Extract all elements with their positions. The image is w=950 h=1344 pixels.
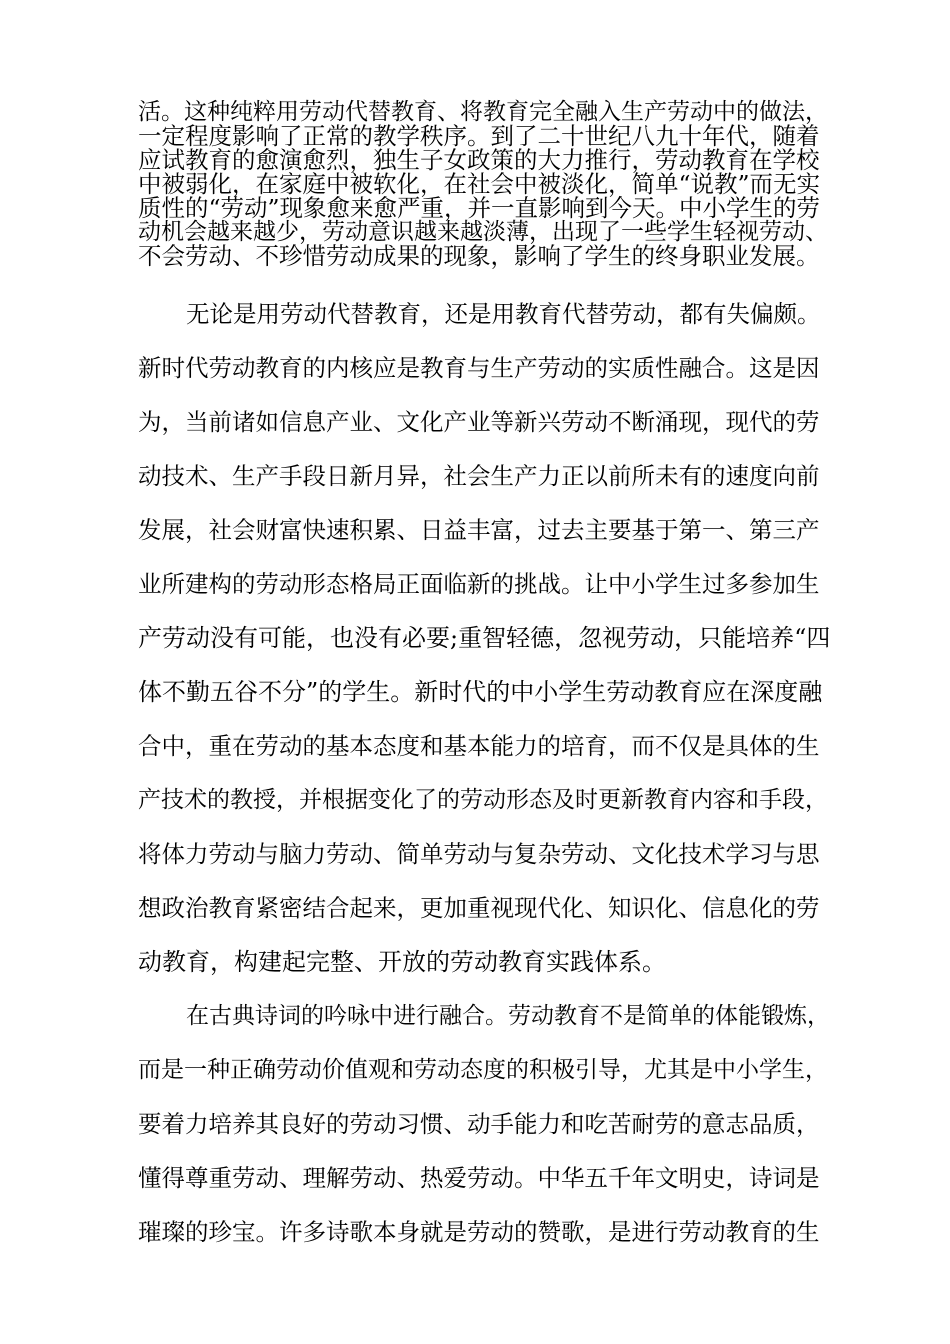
paragraph-1-line-4: 中被弱化，在家庭中被软化，在社会中被淡化，简单“说教”而无实 xyxy=(138,170,821,198)
paragraph-2-line-8: 体不勤五谷不分”的学生。新时代的中小学生劳动教育应在深度融 xyxy=(138,678,823,706)
paragraph-1-line-6: 动机会越来越少，劳动意识越来越淡薄，出现了一些学生轻视劳动、 xyxy=(138,219,828,245)
paragraph-2-line-9: 合中，重在劳动的基本态度和基本能力的培育，而不仅是具体的生 xyxy=(138,732,820,760)
paragraph-2-line-4: 动技术、生产手段日新月异，社会生产力正以前所未有的速度向前 xyxy=(138,462,820,490)
paragraph-2-line-3: 为，当前诸如信息产业、文化产业等新兴劳动不断涌现，现代的劳 xyxy=(138,408,820,436)
paragraph-1-line-3: 应试教育的愈演愈烈，独生子女政策的大力推行，劳动教育在学校 xyxy=(138,146,820,174)
paragraph-2-line-12: 想政治教育紧密结合起来，更加重视现代化、知识化、信息化的劳 xyxy=(138,894,820,922)
paragraph-3-line-1: 在古典诗词的吟咏中进行融合。劳动教育不是简单的体能锻炼， xyxy=(186,1003,830,1029)
paragraph-1-line-2: 一定程度影响了正常的教学秩序。到了二十世纪八九十年代，随着 xyxy=(138,122,820,150)
paragraph-2-line-10: 产技术的教授，并根据变化了的劳动形态及时更新教育内容和手段， xyxy=(138,787,828,813)
paragraph-2-line-6: 业所建构的劳动形态格局正面临新的挑战。让中小学生过多参加生 xyxy=(138,570,820,598)
paragraph-2-line-13: 动教育，构建起完整、开放的劳动教育实践体系。 xyxy=(138,948,666,976)
paragraph-2-line-5: 发展，社会财富快速积累、日益丰富，过去主要基于第一、第三产 xyxy=(138,516,820,544)
paragraph-2-line-11: 将体力劳动与脑力劳动、简单劳动与复杂劳动、文化技术学习与思 xyxy=(138,840,820,868)
paragraph-2-line-2: 新时代劳动教育的内核应是教育与生产劳动的实质性融合。这是因 xyxy=(138,354,820,382)
paragraph-2-line-1: 无论是用劳动代替教育，还是用教育代替劳动，都有失偏颇。 xyxy=(186,300,821,328)
paragraph-1-line-1: 活。这种纯粹用劳动代替教育、将教育完全融入生产劳动中的做法， xyxy=(138,99,828,125)
paragraph-3-line-3: 要着力培养其良好的劳动习惯、动手能力和吃苦耐劳的意志品质， xyxy=(138,1110,820,1138)
paragraph-3-line-4: 懂得尊重劳动、理解劳动、热爱劳动。中华五千年文明史，诗词是 xyxy=(138,1164,820,1192)
paragraph-3-line-5: 璀璨的珍宝。许多诗歌本身就是劳动的赞歌，是进行劳动教育的生 xyxy=(138,1218,820,1246)
paragraph-1-line-7: 不会劳动、不珍惜劳动成果的现象，影响了学生的终身职业发展。 xyxy=(138,242,820,270)
paragraph-1-line-5: 质性的“劳动”现象愈来愈严重，并一直影响到今天。中小学生的劳 xyxy=(138,194,821,222)
paragraph-2-line-7: 产劳动没有可能，也没有必要;重智轻德，忽视劳动，只能培养“四 xyxy=(138,624,831,652)
paragraph-3-line-2: 而是一种正确劳动价值观和劳动态度的积极引导，尤其是中小学生， xyxy=(138,1057,828,1083)
